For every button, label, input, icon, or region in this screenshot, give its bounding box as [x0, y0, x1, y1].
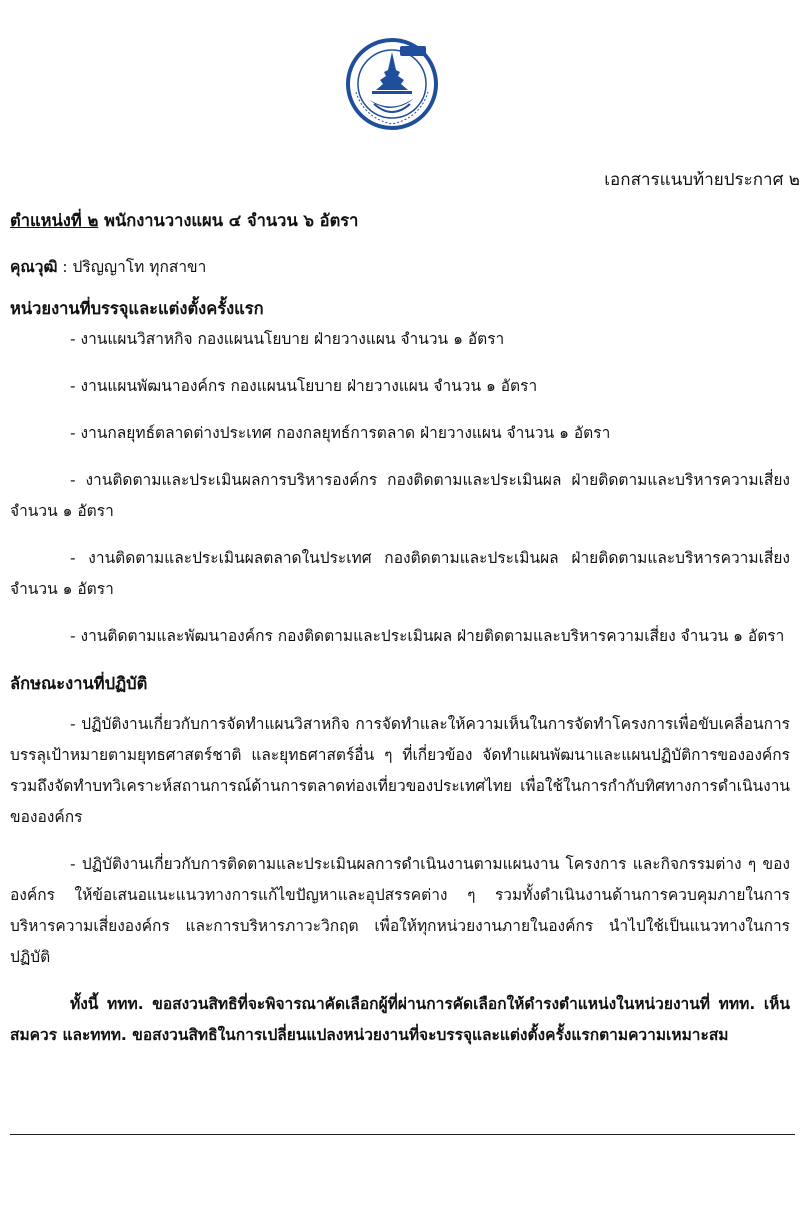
units-list	[10, 324, 790, 652]
unit-item: - งานติดตามและประเมินผลการบริหารองค์กร กองติดตามและประเมินผล ฝ่ายติดตามและบริหารความเสี่ยง จำนวน ๑ อัตรา	[10, 471, 790, 520]
unit-item: - งานกลยุทธ์ตลาดต่างประเทศ กองกลยุทธ์การตลาด ฝ่ายวางแผน จำนวน ๑ อัตรา	[70, 424, 611, 442]
unit-item: - งานแผนวิสาหกิจ กองแผนนโยบาย ฝ่ายวางแผน จำนวน ๑ อัตรา	[70, 330, 505, 348]
qualification-label: คุณวุฒิ	[10, 258, 58, 276]
unit-item: - งานแผนพัฒนาองค์กร กองแผนนโยบาย ฝ่ายวางแผน จำนวน ๑ อัตรา	[70, 377, 538, 395]
position-title	[10, 205, 790, 236]
tat-logo-icon	[344, 36, 440, 132]
duty-paragraph: - ปฏิบัติงานเกี่ยวกับการติดตามและประเมินผลการดำเนินงานตามแผนงาน โครงการ และกิจกรรมต่าง ๆ ขององค์กร ให้ข้อเสนอแนะแนวทางการแก้ไขปัญหาและอุปสรรคต่าง ๆ รวมทั้งดำเนินงานด้านการควบคุมภายในการบริหารความเสี่ยงองค์กร และการบริหารภาวะวิกฤต เพื่อให้ทุกหน่วยงานภายในองค์กร นำไปใช้เป็นแนวทางในการปฏิบัติ	[10, 855, 790, 966]
units-heading: หน่วยงานที่บรรจุและแต่งตั้งครั้งแรก	[10, 299, 264, 318]
unit-item: - งานติดตามและพัฒนาองค์กร กองติดตามและประเมินผล ฝ่ายติดตามและบริหารความเสี่ยง จำนวน ๑ อัตรา	[70, 627, 785, 645]
qualification-value: : ปริญญาโท ทุกสาขา	[57, 258, 207, 276]
document-body	[10, 205, 790, 1051]
position-number: ตำแหน่งที่ ๒	[10, 211, 99, 230]
duty-paragraph: - ปฏิบัติงานเกี่ยวกับการจัดทำแผนวิสาหกิจ การจัดทำและให้ความเห็นในการจัดทำโครงการเพื่อขับเคลื่อนการบรรลุเป้าหมายตามยุทธศาสตร์ชาติ และยุทธศาสตร์อื่น ๆ ที่เกี่ยวข้อง จัดทำแผนพัฒนาและแผนปฏิบัติการขององค์กร รวมถึงจัดทำบทวิเคราะห์สถานการณ์ด้านการตลาดท่องเที่ยวของประเทศไทย เพื่อใช้ในการกำกับทิศทางการดำเนินงานขององค์กร	[10, 715, 790, 826]
qualification	[10, 252, 790, 283]
closing-statement: ทั้งนี้ ททท. ขอสงวนสิทธิที่จะพิจารณาคัดเลือกผู้ที่ผ่านการคัดเลือกให้ดำรงตำแหน่งในหน่วยงานที่ ททท. เห็นสมควร และททท. ขอสงวนสิทธิในการเปลี่ยนแปลงหน่วยงานที่จะบรรจุและแต่งตั้งครั้งแรกตามความเหมาะสม	[10, 995, 790, 1044]
bottom-divider	[10, 1134, 795, 1135]
duties-heading: ลักษณะงานที่ปฏิบัติ	[10, 674, 148, 693]
position-name: พนักงานวางแผน ๔ จำนวน ๖ อัตรา	[98, 211, 359, 230]
attachment-reference: เอกสารแนบท้ายประกาศ ๒	[604, 170, 800, 190]
unit-item: - งานติดตามและประเมินผลตลาดในประเทศ กองติดตามและประเมินผล ฝ่ายติดตามและบริหารความเสี่ยง จำนวน ๑ อัตรา	[10, 549, 790, 598]
